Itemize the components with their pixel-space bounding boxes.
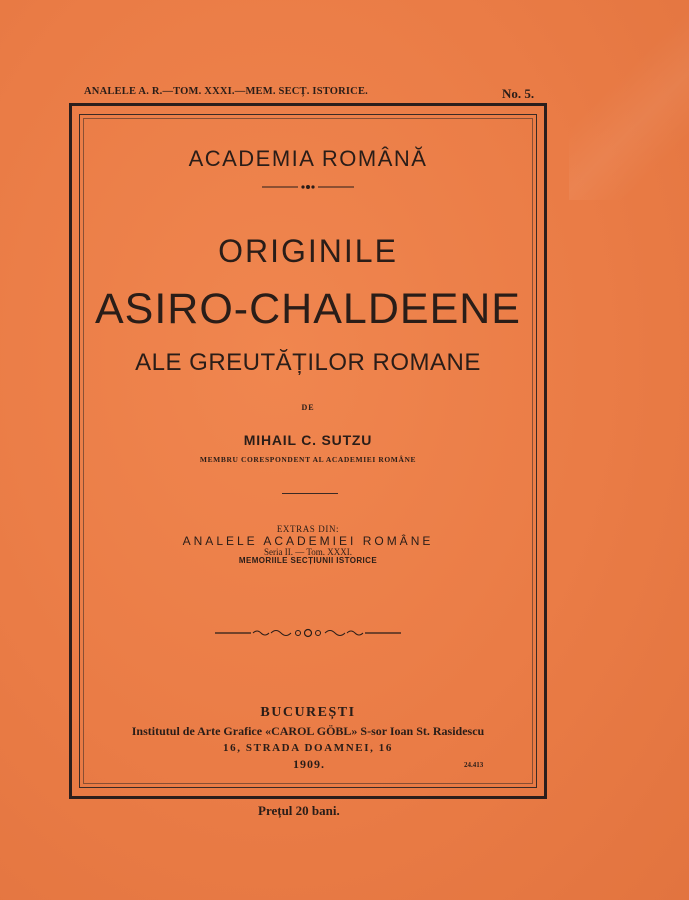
memoriile-line: MEMORIILE SECȚIUNII ISTORICE bbox=[238, 556, 378, 565]
paper-crease-shading bbox=[569, 0, 689, 200]
byline-de: DE bbox=[301, 403, 315, 412]
imprint-institut: Institutul de Arte Grafice «CAROL GÖBL» S-sor Ioan St. Rasidescu bbox=[131, 724, 485, 738]
imprint-strada: 16, STRADA DOAMNEI, 16 bbox=[223, 742, 393, 754]
author-role: MEMBRU CORESPONDENT AL ACADEMIEI ROMÂNE bbox=[199, 455, 417, 464]
inner-frame-fine bbox=[83, 118, 533, 784]
title-line-1: ORIGINILE bbox=[218, 233, 398, 269]
publisher-heading: ACADEMIA ROMÂNĂ bbox=[188, 146, 428, 171]
seria-line: Seria II. — Tom. XXXI. bbox=[264, 547, 352, 557]
title-line-3: ALE GREUTĂȚILOR ROMANE bbox=[135, 349, 481, 376]
large-ornament-divider bbox=[79, 626, 537, 640]
imprint-city: BUCUREȘTI bbox=[260, 705, 356, 720]
short-rule-divider bbox=[282, 493, 338, 494]
extras-din-label: EXTRAS DIN: bbox=[276, 524, 340, 534]
issue-number: No. 5. bbox=[502, 86, 535, 101]
title-line-2: ASIRO-CHALDEENE bbox=[95, 285, 521, 333]
series-header: ANALELE A. R.—TOM. XXXI.—MEM. SECȚ. ISTORICE. bbox=[84, 86, 368, 97]
imprint-year: 1909. bbox=[293, 757, 325, 771]
small-ornament-divider bbox=[79, 182, 537, 192]
author-name: MIHAIL C. SUTZU bbox=[243, 432, 373, 448]
analele-title: ANALELE ACADEMIEI ROMÂNE bbox=[182, 534, 434, 548]
price-line: Prețul 20 bani. bbox=[258, 803, 340, 818]
print-number: 24.413 bbox=[464, 761, 484, 769]
